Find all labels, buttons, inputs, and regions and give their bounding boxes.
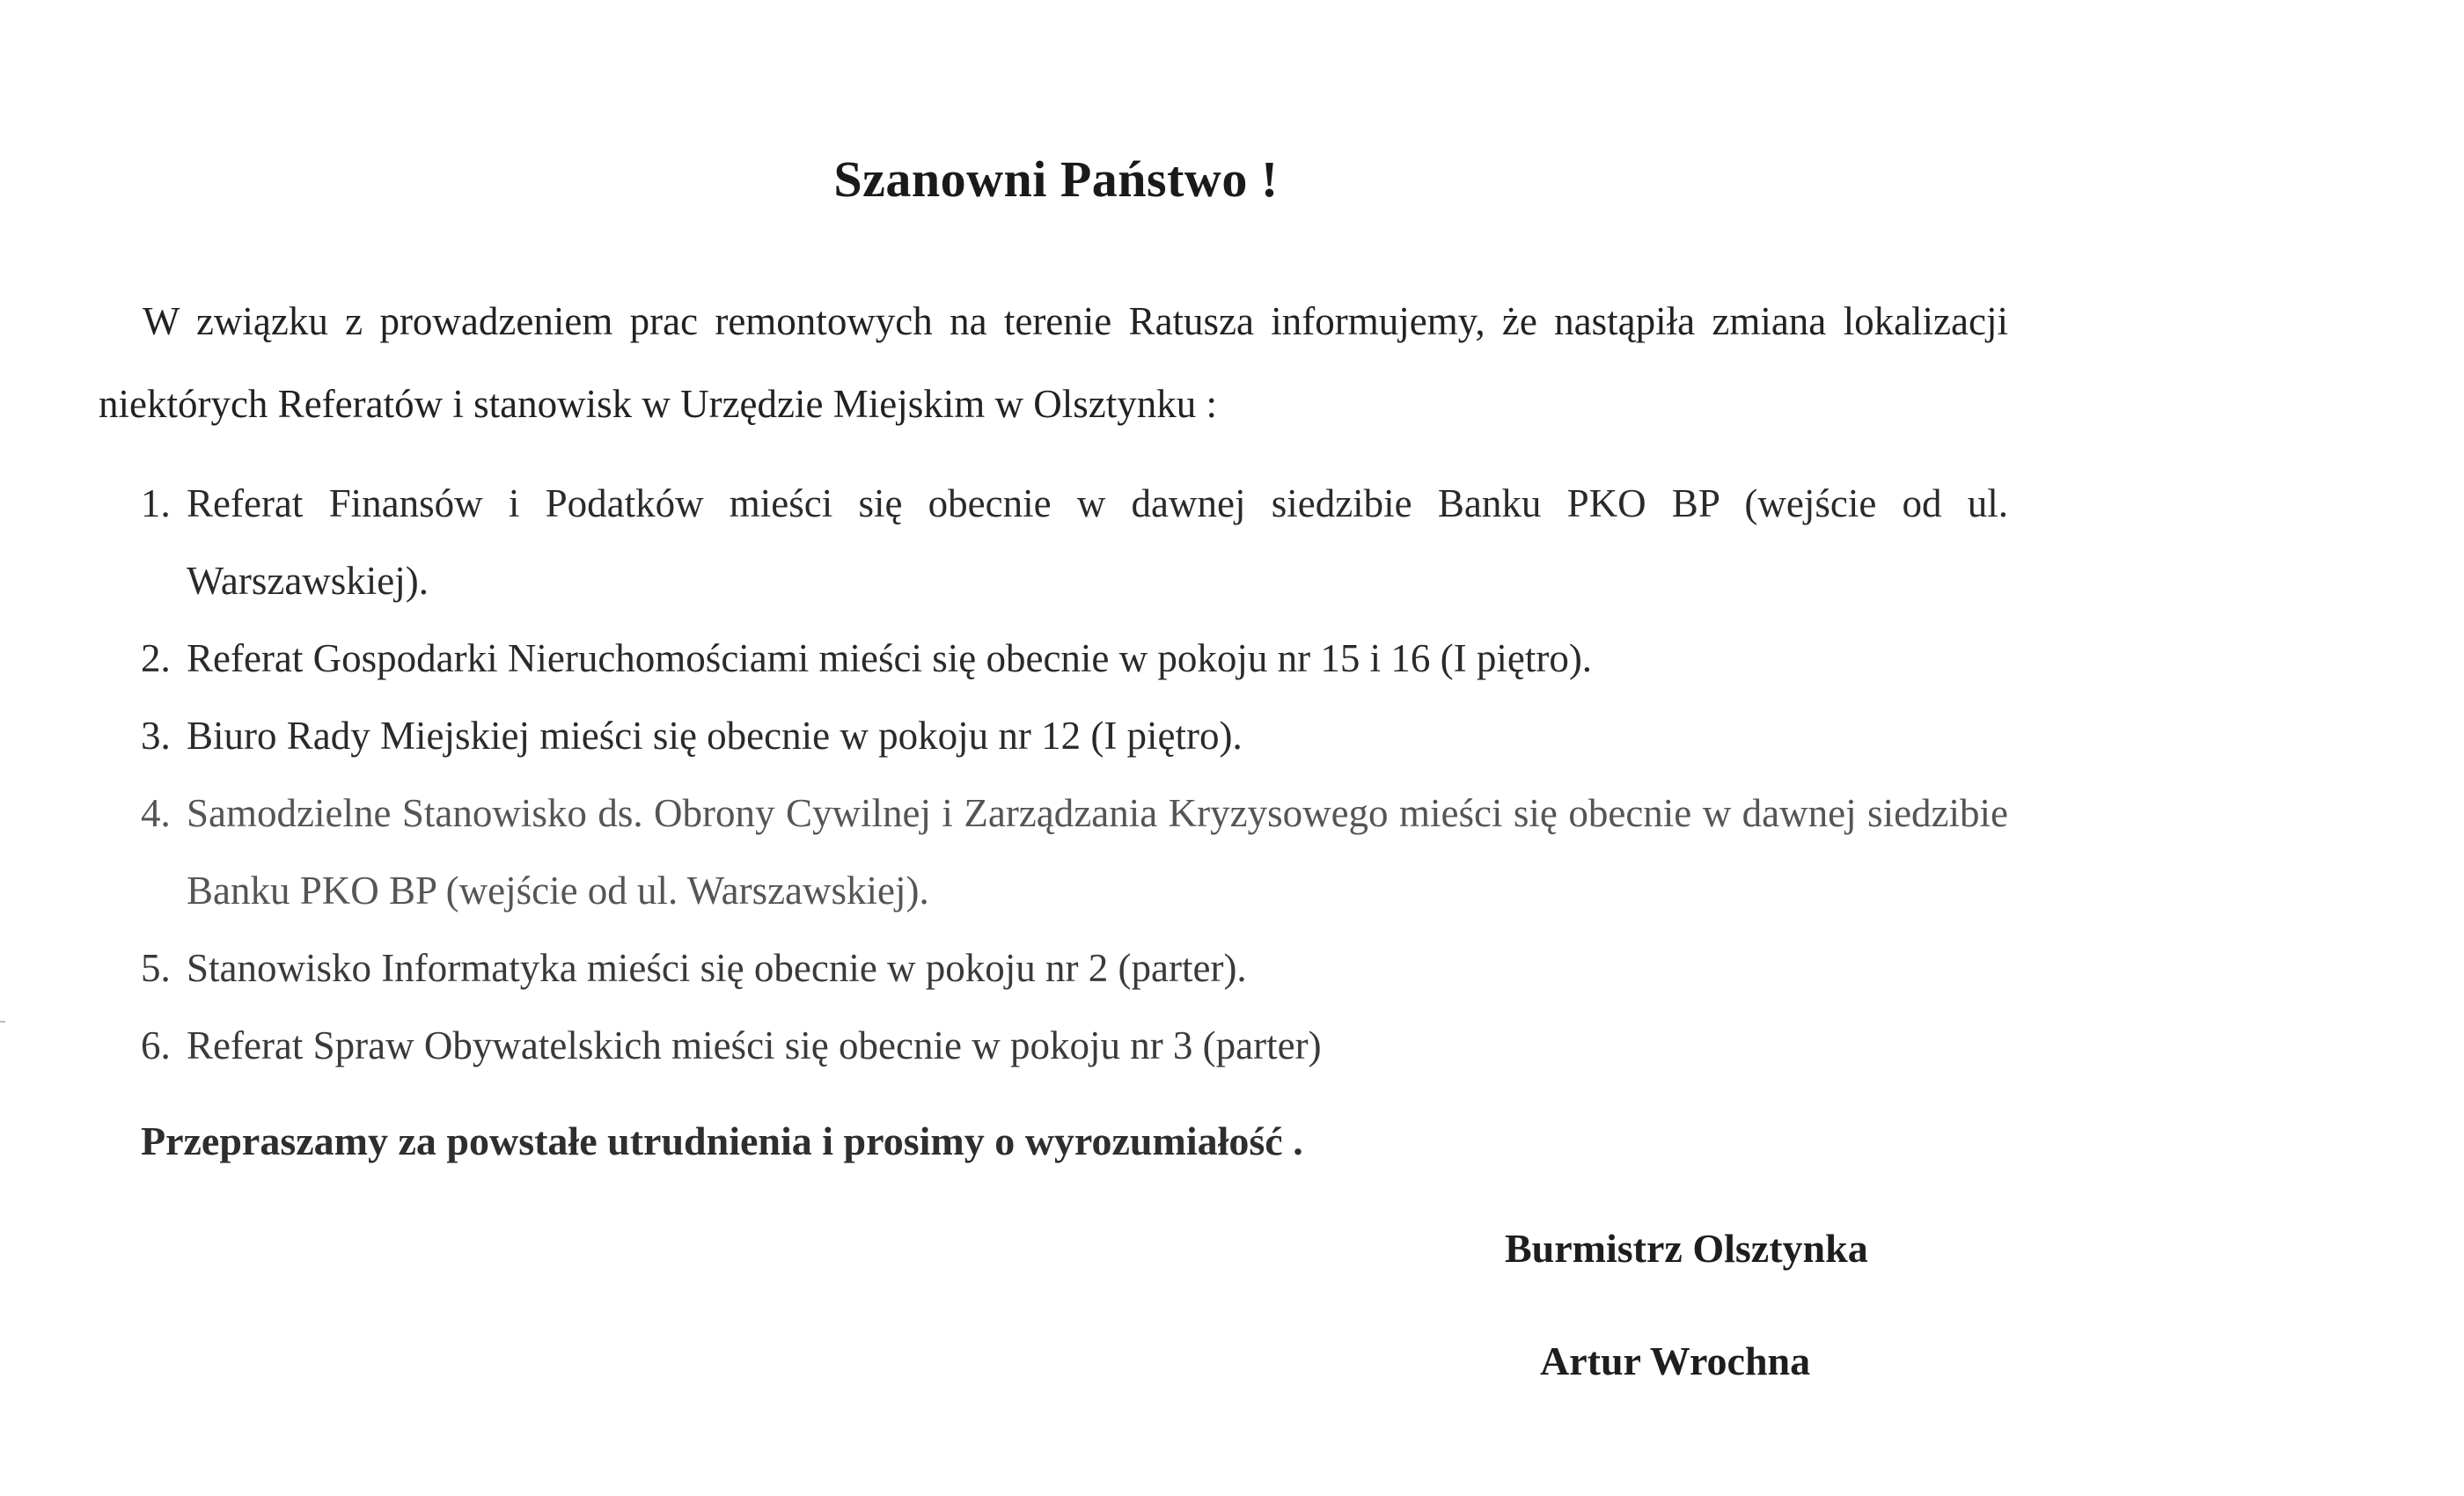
list-item [141, 1007, 2008, 1084]
list-item-number: 2. [141, 636, 171, 680]
closing-statement: Przepraszamy za powstałe utrudnienia i prosimy o wyrozumiałość . [141, 1118, 1303, 1163]
list-item-number: 4. [141, 791, 171, 835]
list-item-text: Samodzielne Stanowisko ds. Obrony Cywilnej i Zarządzania Kryzysowego mieści się obecnie w dawnej siedzibie Banku PKO BP (wejście od ul. Warszawskiej). [187, 791, 2008, 913]
list-item-number: 3. [141, 714, 171, 758]
list-item-text: Referat Spraw Obywatelskich mieści się obecnie w pokoju nr 3 (parter) [187, 1023, 1322, 1067]
list-item-text: Stanowisko Informatyka mieści się obecnie w pokoju nr 2 (parter). [187, 946, 1247, 990]
signature-name: Artur Wrochna [1540, 1338, 1811, 1383]
list-item [141, 697, 2008, 774]
signature-title: Burmistrz Olsztynka [1505, 1226, 1868, 1271]
document-title: Szanowni Państwo ! [833, 150, 1279, 208]
list-item-number: 6. [141, 1023, 171, 1067]
list-item-text: Referat Finansów i Podatków mieści się obecnie w dawnej siedzibie Banku PKO BP (wejście od ul. Warszawskiej). [187, 481, 2008, 603]
list-item-number: 1. [141, 481, 171, 525]
list-item-text: Biuro Rady Miejskiej mieści się obecnie w pokoju nr 12 (I piętro). [187, 714, 1243, 758]
intro-paragraph: W związku z prowadzeniem prac remontowych na terenie Ratusza informujemy, że nastąpiła zmiana lokalizacji niektórych Referatów i stanowisk w Urzędzie Miejskim w Olsztynku : [99, 299, 2008, 426]
list-item [141, 929, 2008, 1007]
list-item [141, 465, 2008, 620]
scan-artifact [0, 1021, 5, 1023]
relocation-list [141, 465, 2008, 1084]
list-item [141, 774, 2008, 929]
list-item [141, 620, 2008, 697]
list-item-text: Referat Gospodarki Nieruchomościami mieści się obecnie w pokoju nr 15 i 16 (I piętro). [187, 636, 1593, 680]
list-item-number: 5. [141, 946, 171, 990]
